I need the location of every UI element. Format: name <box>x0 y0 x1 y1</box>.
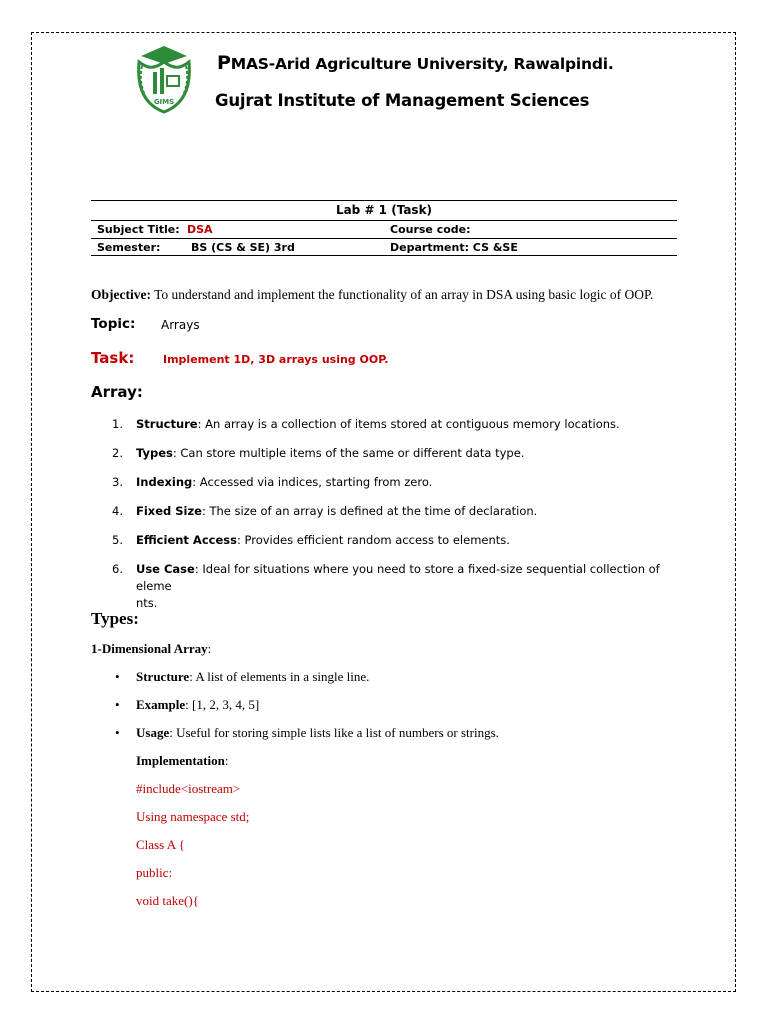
list-item: 1. Structure: An array is a collection of items stored at contiguous memory locations. <box>112 417 620 431</box>
subject-label: Subject Title: <box>97 223 180 236</box>
task-value: Implement 1D, 3D arrays using OOP. <box>163 353 389 366</box>
university-name-rest: MAS-Arid Agriculture University, Rawalpindi. <box>230 55 614 73</box>
university-first-letter: P <box>217 52 231 74</box>
list-item: 5. Efficient Access: Provides efficient random access to elements. <box>112 533 510 547</box>
one-d-array-bullets <box>112 668 682 752</box>
bullet-icon: • <box>115 669 120 684</box>
lab-info-table <box>91 200 677 256</box>
university-name <box>217 52 614 74</box>
code-line: void take(){ <box>136 893 199 908</box>
subject-value: DSA <box>187 223 213 236</box>
list-item: 3. Indexing: Accessed via indices, starting from zero. <box>112 475 433 489</box>
semester-row <box>91 238 677 256</box>
university-crest-icon <box>133 42 195 114</box>
list-item: • Usage: Useful for storing simple lists like a list of numbers or strings. <box>115 725 499 740</box>
course-code-label: Course code: <box>390 223 471 236</box>
objective-label: Objective: <box>91 287 151 302</box>
bullet-icon: • <box>115 697 120 712</box>
code-line: Using namespace std; <box>136 809 250 824</box>
lab-title: Lab # 1 (Task) <box>335 203 433 217</box>
objective-text: To understand and implement the functionality of an array in DSA using basic logic of OOP. <box>154 287 654 302</box>
types-heading: Types: <box>91 609 139 628</box>
objective <box>91 287 653 303</box>
implementation-block <box>136 752 249 920</box>
list-item: 6. Use Case: Ideal for situations where you need to store a fixed-size sequential collection of eleme nts. <box>112 562 660 610</box>
one-d-array-label: 1-Dimensional Array: <box>91 641 212 656</box>
logo-text: GIMS <box>153 98 175 106</box>
array-heading: Array: <box>91 383 143 401</box>
code-line: public: <box>136 865 173 880</box>
code-line: #include<iostream> <box>136 781 241 796</box>
task-label: Task: <box>91 349 135 367</box>
semester-label: Semester: <box>97 241 161 254</box>
array-properties-list <box>112 416 682 612</box>
semester-value: BS (CS & SE) 3rd <box>191 241 295 254</box>
list-item: • Example: [1, 2, 3, 4, 5] <box>115 697 260 712</box>
topic-value: Arrays <box>161 318 200 332</box>
implementation-label: Implementation: <box>136 753 229 768</box>
department-label: Department: CS &SE <box>390 241 518 254</box>
topic-label: Topic: <box>91 316 136 332</box>
lab-title-row <box>91 200 677 220</box>
subject-row <box>91 220 677 238</box>
code-line: Class A { <box>136 837 185 852</box>
bullet-icon: • <box>115 725 120 740</box>
list-item: 4. Fixed Size: The size of an array is defined at the time of declaration. <box>112 504 538 518</box>
institute-name: Gujrat Institute of Management Sciences <box>215 91 590 110</box>
list-item: • Structure: A list of elements in a single line. <box>115 669 370 684</box>
list-item: 2. Types: Can store multiple items of the same or different data type. <box>112 446 525 460</box>
